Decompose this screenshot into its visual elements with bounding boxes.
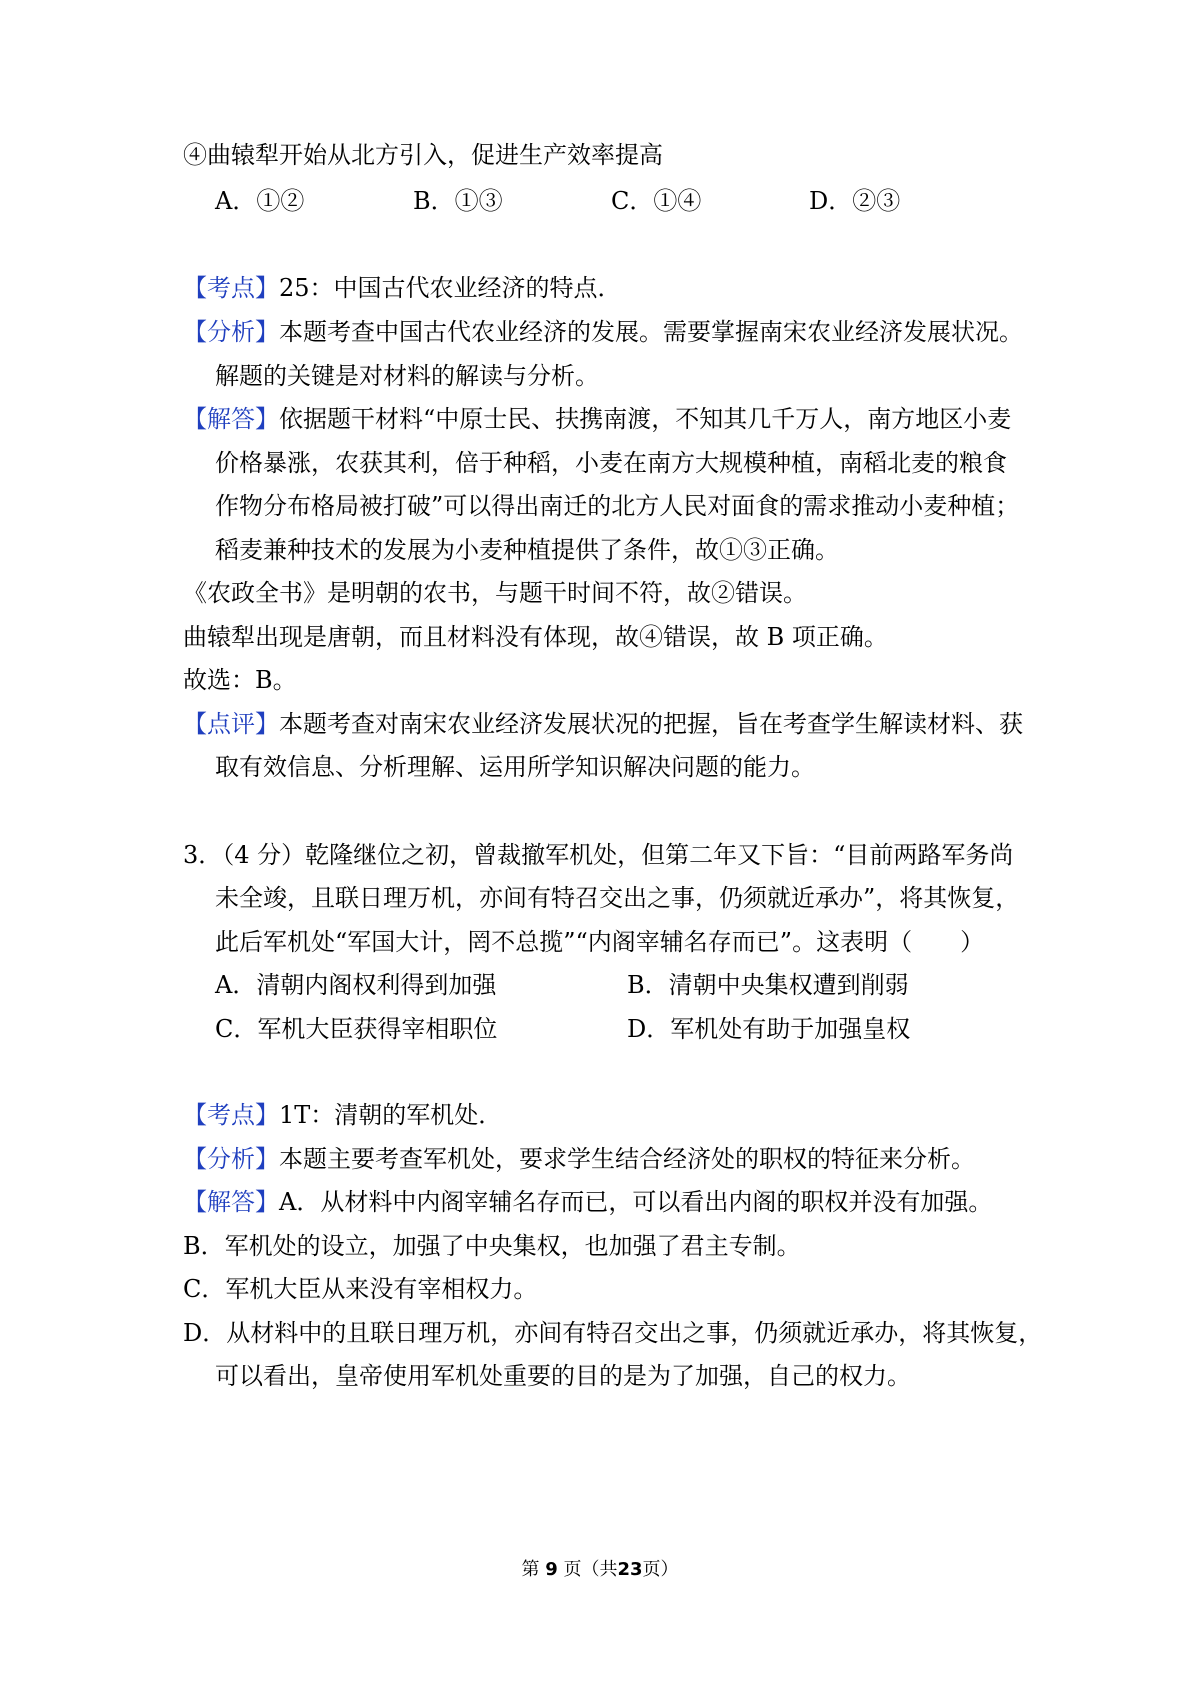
page-number: 9 <box>545 1559 558 1580</box>
page-total: 23 <box>617 1559 643 1580</box>
q2-options <box>215 184 1007 218</box>
q3-fenxi <box>183 1142 975 1176</box>
page-footer <box>0 1558 1200 1582</box>
q2-fenxi <box>183 315 1023 349</box>
q2-option-d: D．②③ <box>809 187 901 215</box>
q2-dianping-cont: 取有效信息、分析理解、运用所学知识解决问题的能力。 <box>215 753 815 781</box>
fenxi-text: 本题主要考查军机处，要求学生结合经济处的职权的特征来分析。 <box>279 1145 975 1173</box>
q3-stem-3: 此后军机处“军国大计，罔不总揽”“内阁宰辅名存而已”。这表明（ ） <box>215 928 985 956</box>
q2-jieda-line-5: 《农政全书》是明朝的农书，与题干时间不符，故②错误。 <box>183 579 807 607</box>
q2-fenxi-cont: 解题的关键是对材料的解读与分析。 <box>215 362 599 390</box>
fenxi-tag: 【分析】 <box>183 1145 279 1173</box>
q3-jieda-d: D．从材料中的且联日理万机，亦间有特召交出之事，仍须就近承办，将其恢复， <box>183 1319 1043 1347</box>
q2-option-a: A．①② <box>215 187 305 215</box>
q3-option-c: C．军机大臣获得宰相职位 <box>215 1015 498 1043</box>
q3-jieda <box>183 1185 992 1219</box>
q3-option-d: D．军机处有助于加强皇权 <box>627 1015 911 1043</box>
jieda-tag: 【解答】 <box>183 1188 279 1216</box>
jieda-tag: 【解答】 <box>183 405 279 433</box>
q2-dianping <box>183 707 1023 741</box>
dianping-tag: 【点评】 <box>183 710 279 738</box>
q3-option-a: A．清朝内阁权利得到加强 <box>215 971 497 999</box>
kaodian-tag: 【考点】 <box>183 274 279 302</box>
q2-item-4: ④曲辕犁开始从北方引入，促进生产效率提高 <box>183 141 663 169</box>
q2-answer: 故选：B。 <box>183 666 297 694</box>
q2-jieda-line-6: 曲辕犁出现是唐朝，而且材料没有体现，故④错误，故 B 项正确。 <box>183 623 888 651</box>
q2-option-c: C．①④ <box>611 187 702 215</box>
jieda-text: 依据题干材料“中原士民、扶携南渡，不知其几千万人，南方地区小麦 <box>279 405 1012 433</box>
q2-option-b: B．①③ <box>413 187 503 215</box>
q3-jieda-c: C．军机大臣从来没有宰相权力。 <box>183 1275 538 1303</box>
q3-options-row-1 <box>215 968 1039 1002</box>
fenxi-text: 本题考查中国古代农业经济的发展。需要掌握南宋农业经济发展状况。 <box>279 318 1023 346</box>
q3-option-b: B．清朝中央集权遭到削弱 <box>627 971 909 999</box>
kaodian-text: 1T：清朝的军机处． <box>279 1101 503 1129</box>
q3-stem-2: 未全竣，且联日理万机，亦间有特召交出之事，仍须就近承办”，将其恢复， <box>215 884 1020 912</box>
q3-stem-1: 3．（4 分）乾隆继位之初，曾裁撤军机处，但第二年又下旨：“目前两路军务尚 <box>183 841 1014 869</box>
fenxi-tag: 【分析】 <box>183 318 279 346</box>
footer-prefix: 第 <box>521 1559 540 1580</box>
q2-jieda-line-3: 作物分布格局被打破”可以得出南迁的北方人民对面食的需求推动小麦种植； <box>215 492 1020 520</box>
dianping-text: 本题考查对南宋农业经济发展状况的把握，旨在考查学生解读材料、获 <box>279 710 1023 738</box>
footer-mid: 页（共 <box>563 1559 618 1580</box>
q3-options-row-2 <box>215 1012 1039 1046</box>
q2-kaodian <box>183 271 622 305</box>
q2-jieda-line-2: 价格暴涨，农获其利，倍于种稻，小麦在南方大规模种植，南稻北麦的粮食 <box>215 449 1007 477</box>
q3-jieda-d-cont: 可以看出，皇帝使用军机处重要的目的是为了加强，自己的权力。 <box>215 1362 911 1390</box>
q3-kaodian <box>183 1098 502 1132</box>
jieda-text: A．从材料中内阁宰辅名存而已，可以看出内阁的职权并没有加强。 <box>279 1188 993 1216</box>
q3-jieda-b: B．军机处的设立，加强了中央集权，也加强了君主专制。 <box>183 1232 801 1260</box>
kaodian-tag: 【考点】 <box>183 1101 279 1129</box>
q2-jieda <box>183 402 1011 436</box>
footer-suffix: 页） <box>642 1559 679 1580</box>
q2-jieda-line-4: 稻麦兼种技术的发展为小麦种植提供了条件，故①③正确。 <box>215 536 839 564</box>
kaodian-text: 25：中国古代农业经济的特点． <box>279 274 622 302</box>
